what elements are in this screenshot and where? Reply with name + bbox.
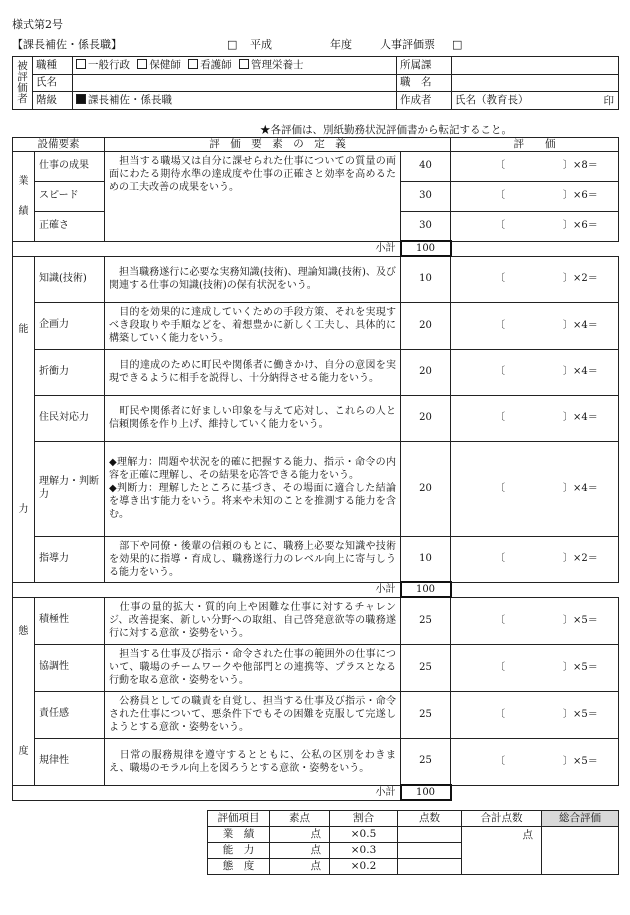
score-field[interactable]: 〔 〕×4＝ <box>451 395 619 441</box>
name-label: 氏名 <box>33 74 73 92</box>
points-value: 10 <box>401 536 451 582</box>
job-type-label: 職種 <box>33 57 73 75</box>
table-row <box>13 691 619 738</box>
definition-text: 仕事の量的拡大・質的向上や困難な仕事に対するチャレンジ、改善提案、新しい分野への取組、自己啓発意欲等の職務遂行に対する意欲・姿勢をいう。 <box>105 597 401 644</box>
points-value: 20 <box>401 441 451 536</box>
table-row <box>13 536 619 582</box>
subtotal-value: 100 <box>401 785 451 800</box>
role-title: 【課長補佐・係長職】 <box>12 38 122 51</box>
rank-value: 課長補佐・係長職 <box>88 93 172 106</box>
score-field[interactable]: 〔 〕×8＝ <box>451 151 619 181</box>
summary-header-item: 評価項目 <box>208 811 270 827</box>
weighted-score-field[interactable] <box>398 827 462 843</box>
checkbox-icon[interactable] <box>137 59 147 69</box>
score-field[interactable]: 〔 〕×5＝ <box>451 597 619 644</box>
score-field[interactable]: 〔 〕×6＝ <box>451 181 619 211</box>
rank-field <box>73 92 397 110</box>
definition-text: 担当する職場又は自分に課せられた仕事についての質量の両面にわたる期待水準の達成度や仕事の正確さと効率を高めるための工夫改善の成果をいう。 <box>105 151 401 241</box>
author-field[interactable] <box>452 92 619 110</box>
name-field[interactable] <box>73 74 397 92</box>
seal-mark: 印 <box>603 94 614 107</box>
form-header <box>12 38 618 54</box>
element-label: スピード <box>35 181 105 211</box>
element-label: 仕事の成果 <box>35 151 105 181</box>
era-label: 平成 <box>250 38 272 51</box>
form-number: 様式第2号 <box>12 18 63 31</box>
checked-checkbox-icon[interactable] <box>76 94 86 104</box>
weighted-score-field[interactable] <box>398 859 462 875</box>
element-label: 折衝力 <box>35 349 105 395</box>
table-row <box>13 349 619 395</box>
score-field[interactable]: 〔 〕×4＝ <box>451 302 619 349</box>
table-row <box>13 441 619 536</box>
summary-item: 業 績 <box>208 827 270 843</box>
element-label: 積極性 <box>35 597 105 644</box>
score-field[interactable]: 〔 〕×4＝ <box>451 349 619 395</box>
subtotal-value: 100 <box>401 241 451 256</box>
definition-text: 日常の服務規律を遵守するとともに、公私の区別をわきまえ、職場のモラル向上を図ろうとする意欲・姿勢をいう。 <box>105 738 401 785</box>
element-label: 理解力・判断力 <box>35 441 105 536</box>
points-value: 20 <box>401 302 451 349</box>
definition-text: 町民や関係者に好ましい印象を与えて応対し、これらの人と信頼関係を作り上げ、維持していく能力をいう。 <box>105 395 401 441</box>
year-label: 年度 <box>330 38 352 51</box>
evaluation-table <box>12 137 619 801</box>
definition-header: 評 価 要 素 の 定 義 <box>105 138 451 152</box>
definition-text: 部下や同僚・後輩の信頼のもとに、職務上必要な知識や技術を効果的に指導・育成し、職務遂行力のレベル向上に寄与しうる能力をいう。 <box>105 536 401 582</box>
element-label: 正確さ <box>35 211 105 241</box>
table-row <box>13 302 619 349</box>
subtotal-value: 100 <box>401 582 451 597</box>
evaluation-header: 評 価 <box>451 138 619 152</box>
table-row <box>13 151 619 181</box>
table-row <box>13 256 619 302</box>
score-field[interactable]: 〔 〕×5＝ <box>451 691 619 738</box>
blank-cell <box>451 241 619 256</box>
summary-header-score: 点数 <box>398 811 462 827</box>
summary-table <box>207 810 619 875</box>
definition-text: 担当職務遂行に必要な実務知識(技術)、理論知識(技術)、及び関連する仕事の知識(技術)の保有状況をいう。 <box>105 256 401 302</box>
checkbox-icon[interactable] <box>239 59 249 69</box>
ratio-value: ×0.2 <box>330 859 398 875</box>
raw-score-field[interactable]: 点 <box>270 859 330 875</box>
title-checkbox[interactable]: □ <box>452 38 463 51</box>
definition-judgment: ◆判断力：理解したところに基づき、その場面に適合した結論を導き出す能力をいう。将来や未知のことを推測する能力を含む。 <box>109 483 396 521</box>
job-type-option-nurse[interactable]: 看護師 <box>188 59 232 71</box>
subtotal-row <box>13 582 619 597</box>
table-row <box>13 738 619 785</box>
element-label: 協調性 <box>35 644 105 691</box>
sheet-title: 人事評価票 <box>380 38 435 51</box>
element-label: 規律性 <box>35 738 105 785</box>
definition-comprehension: ◆理解力：問題や状況を的確に把握する能力、指示・命令の内容を正確に理解し、その結果を応答できる能力をいう。 <box>109 457 396 482</box>
author-label: 作成者 <box>397 92 452 110</box>
definition-text <box>105 441 401 536</box>
category-performance: 業 績 <box>13 151 35 241</box>
element-label: 企画力 <box>35 302 105 349</box>
transcription-note: ★各評価は、別紙勤務状況評価書から転記すること。 <box>260 124 512 136</box>
post-field[interactable] <box>452 74 619 92</box>
evaluatee-group-label: 被 評 価 者 <box>13 57 33 110</box>
department-label: 所属課 <box>397 57 452 75</box>
points-value: 25 <box>401 738 451 785</box>
summary-item: 能 力 <box>208 843 270 859</box>
subtotal-label: 小計 <box>13 785 401 800</box>
points-value: 30 <box>401 211 451 241</box>
job-type-option-general[interactable]: 一般行政 <box>76 59 130 71</box>
points-value: 30 <box>401 181 451 211</box>
score-field[interactable]: 〔 〕×2＝ <box>451 256 619 302</box>
score-field[interactable]: 〔 〕×2＝ <box>451 536 619 582</box>
summary-header-total: 合計点数 <box>462 811 542 827</box>
factor-header: 設備要素 <box>13 138 105 152</box>
overall-evaluation-field[interactable] <box>542 827 619 875</box>
total-score-field[interactable]: 点 <box>462 827 542 875</box>
summary-header-ratio: 割合 <box>330 811 398 827</box>
author-name-label: 氏名（教育長） <box>455 94 529 106</box>
post-label: 職 名 <box>397 74 452 92</box>
points-value: 25 <box>401 597 451 644</box>
points-value: 20 <box>401 395 451 441</box>
evaluatee-table <box>12 56 619 110</box>
table-row <box>13 644 619 691</box>
checkbox-icon[interactable] <box>76 59 86 69</box>
score-field[interactable]: 〔 〕×5＝ <box>451 644 619 691</box>
ratio-value: ×0.5 <box>330 827 398 843</box>
score-field[interactable]: 〔 〕×6＝ <box>451 211 619 241</box>
blank-cell <box>451 785 619 800</box>
element-label: 知識(技術) <box>35 256 105 302</box>
element-label: 責任感 <box>35 691 105 738</box>
points-value: 25 <box>401 644 451 691</box>
subtotal-row <box>13 785 619 800</box>
table-row <box>13 395 619 441</box>
definition-text: 公務員としての職責を自覚し、担当する仕事及び指示・命令された仕事について、悪条件下でもその困難を克服して完遂しようとする意欲・姿勢をいう。 <box>105 691 401 738</box>
points-value: 40 <box>401 151 451 181</box>
table-row <box>13 597 619 644</box>
raw-score-field[interactable]: 点 <box>270 843 330 859</box>
rank-label: 階級 <box>33 92 73 110</box>
era-checkbox[interactable]: □ <box>227 38 238 51</box>
category-ability: 能 力 <box>13 256 35 582</box>
points-value: 20 <box>401 349 451 395</box>
score-field[interactable]: 〔 〕×4＝ <box>451 441 619 536</box>
category-attitude: 態 度 <box>13 597 35 785</box>
definition-text: 目的を効果的に達成していくための手段方策、それを実現すべき段取りや手順などを、着想豊かに新しく工夫し、具体的に構築していく能力をいう。 <box>105 302 401 349</box>
raw-score-field[interactable]: 点 <box>270 827 330 843</box>
definition-text: 担当する仕事及び指示・命令された仕事の範囲外の仕事について、職場のチームワークや他部門との連携等、プラスとなる行動を取る意欲・姿勢をいう。 <box>105 644 401 691</box>
summary-item: 態 度 <box>208 859 270 875</box>
job-type-option-public-health-nurse[interactable]: 保健師 <box>137 59 181 71</box>
job-type-options <box>73 57 397 75</box>
points-value: 10 <box>401 256 451 302</box>
department-field[interactable] <box>452 57 619 75</box>
element-label: 住民対応力 <box>35 395 105 441</box>
summary-header-raw: 素点 <box>270 811 330 827</box>
definition-text: 目的達成のために町民や関係者に働きかけ、自分の意図を実現できるように相手を説得し、十分納得させる能力をいう。 <box>105 349 401 395</box>
checkbox-icon[interactable] <box>188 59 198 69</box>
table-row <box>208 827 619 843</box>
job-type-option-dietitian[interactable]: 管理栄養士 <box>239 59 304 71</box>
subtotal-row <box>13 241 619 256</box>
ratio-value: ×0.3 <box>330 843 398 859</box>
weighted-score-field[interactable] <box>398 843 462 859</box>
points-value: 25 <box>401 691 451 738</box>
subtotal-label: 小計 <box>13 241 401 256</box>
blank-cell <box>451 582 619 597</box>
subtotal-label: 小計 <box>13 582 401 597</box>
score-field[interactable]: 〔 〕×5＝ <box>451 738 619 785</box>
summary-header-overall: 総合評価 <box>542 811 619 827</box>
element-label: 指導力 <box>35 536 105 582</box>
